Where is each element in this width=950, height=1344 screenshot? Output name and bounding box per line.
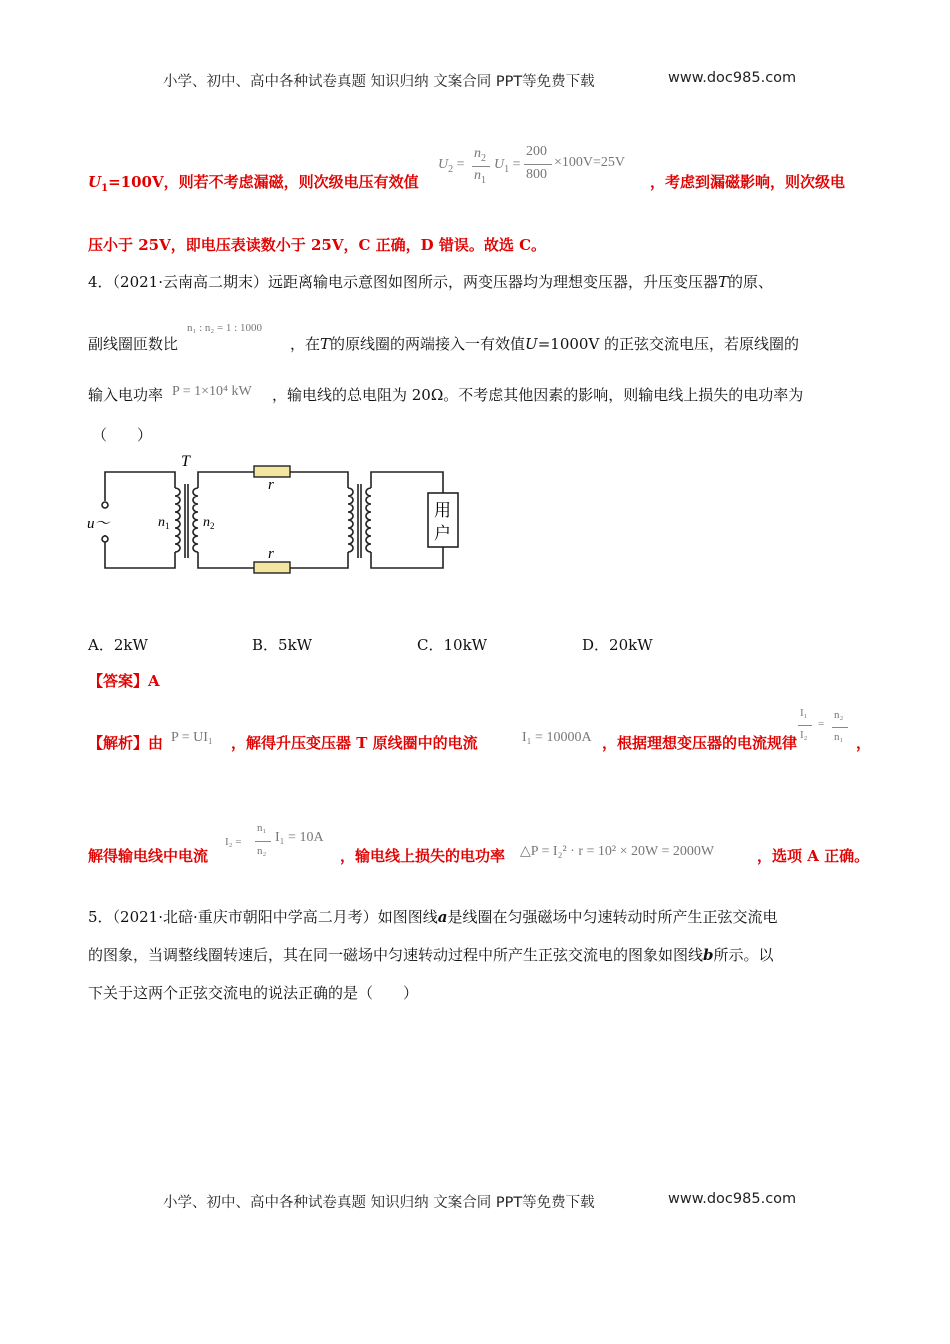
n1-label: $n_1$ [158,515,170,531]
analysis-line2-b: ，输电线上损失的电功率 [340,847,506,865]
current-i2-equation: I₂ = n₁ n₂ I₁ = 10A [225,822,324,857]
header-link[interactable]: www.doc985.com [668,70,797,86]
q4-line1: 4．（2021·云南高二期末）远距离输电示意图如图所示，两变压器均为理想变压器，升压变压器T的原、 [88,273,774,291]
analysis-line2-a: 解得输电线中电流 [88,847,209,865]
analysis-line2-c: ，选项 A 正确。 [757,847,870,865]
power-transmission-diagram [80,448,480,578]
option-d[interactable]: D．20kW [582,636,653,654]
power-equation: P = UI₁ [171,730,213,745]
q4-line2: 副线圈匝数比 [88,335,179,353]
option-a[interactable]: A．2kW [88,636,148,654]
source-label: u～ [87,516,110,532]
prev-solution-line2: 压小于 25V，即电压表读数小于 25V，C 正确，D 错误。故选 C。 [88,236,547,254]
prev-solution-line1-end: ，考虑到漏磁影响，则次级电 [650,173,846,191]
q5-line3: 下关于这两个正弦交流电的说法正确的是（ ） [88,984,419,1002]
q4-blank: （ ） [92,426,153,444]
page-footer [163,1191,595,1212]
n2-label: $n_2$ [203,515,215,531]
current-i1-equation: I₁ = 10000A [522,730,592,745]
analysis-label: 【解析】由 [88,734,164,752]
turns-ratio-equation: n₁ : n₂ = 1 : 1000 [187,322,262,334]
resistor-label-bottom: r [268,546,274,562]
q4-line3-rest: ，输电线的总电阻为 20Ω。不考虑其他因素的影响，则输电线上损失的电功率为 [272,386,804,404]
option-b[interactable]: B．5kW [252,636,313,654]
resistor-top [254,466,290,477]
resistor-bottom [254,562,290,573]
analysis-line1-a: ，解得升压变压器 T 原线圈中的电流 [231,734,478,752]
footer-link[interactable]: www.doc985.com [668,1191,797,1207]
voltage-equation: $U_2$ = $n_2$ $n_1$ $U_1$ = 200 800 ×100V=25V [438,144,626,186]
analysis-line1-b: ，根据理想变压器的电流规律 [602,734,798,752]
prev-solution-line1: $U_1=100V$，则若不考虑漏磁，则次级电压有效值 [88,173,419,194]
transformer-label: T [181,453,190,470]
q4-line2-rest: ，在T的原线圈的两端接入一有效值U=1000V 的正弦交流电压，若原线圈的 [290,335,800,353]
q4-line3: 输入电功率 [88,386,164,404]
resistor-label-top: r [268,477,274,493]
option-c[interactable]: C．10kW [417,636,488,654]
answer: 【答案】A [88,672,160,690]
power-loss-equation: △P = I₂² · r = 10² × 20W = 2000W [520,844,715,859]
user-label-1: 用 [434,501,451,521]
header-text: 小学、初中、高中各种试卷真题 知识归纳 文案合同 PPT等免费下载 [163,74,595,90]
user-label-2: 户 [434,524,451,544]
q5-line1: 5．（2021·北碚·重庆市朝阳中学高二月考）如图图线a是线圈在匀强磁场中匀速转动时所产生正弦交流电 [88,908,778,926]
current-ratio-equation: I₁ I₂ = n₂ n₁ [798,705,860,753]
page-header [163,70,595,91]
q5-line2: 的图象，当调整线圈转速后，其在同一磁场中匀速转动过程中所产生正弦交流电的图象如图线b所示。以 [88,946,774,964]
footer-text: 小学、初中、高中各种试卷真题 知识归纳 文案合同 PPT等免费下载 [163,1195,595,1211]
input-power-equation: P = 1×10⁴ kW [172,384,252,399]
analysis-line1-c: ， [856,734,872,752]
